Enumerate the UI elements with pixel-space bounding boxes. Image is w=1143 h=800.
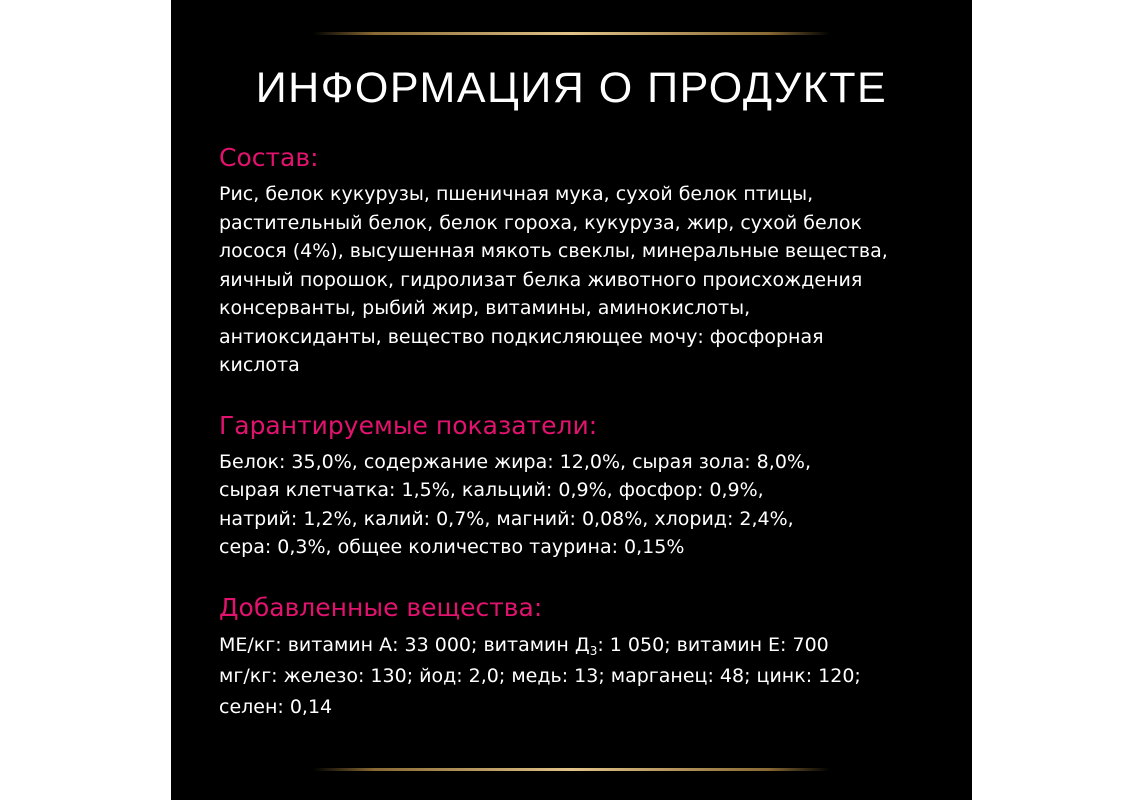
guaranteed-section: [219, 409, 959, 562]
additives-heading: Добавленные вещества:: [219, 592, 543, 622]
top-gold-divider: [313, 32, 830, 35]
info-content: [219, 141, 959, 752]
bottom-gold-divider: [313, 768, 830, 771]
additives-line: [219, 630, 959, 661]
guaranteed-line: сера: 0,3%, общее количество таурина: 0,15%: [219, 536, 685, 558]
additives-line: селен: 0,14: [219, 695, 333, 718]
product-info-panel: [171, 0, 972, 800]
guaranteed-heading: Гарантируемые показатели:: [219, 410, 598, 440]
guaranteed-line: Белок: 35,0%, содержание жира: 12,0%, сырая зола: 8,0%,: [219, 450, 811, 473]
composition-line: антиоксиданты, вещество подкисляющее мочу: фосфорная: [219, 325, 824, 348]
composition-line: консерванты, рыбий жир, витамины, аминокислоты,: [219, 297, 751, 319]
page-title: ИНФОРМАЦИЯ О ПРОДУКТЕ: [255, 64, 888, 112]
additives-section: [219, 591, 959, 723]
additives-line-part: : 1 050; витамин Е: 700: [597, 633, 829, 656]
composition-line: растительный белок, белок гороха, кукуруза, жир, сухой белок: [219, 211, 862, 234]
composition-section: [219, 141, 959, 380]
composition-line: кислота: [219, 354, 300, 376]
composition-line: Рис, белок кукурузы, пшеничная мука, сухой белок птицы,: [219, 183, 814, 205]
composition-line: яичный порошок, гидролизат белка животного происхождения: [219, 268, 863, 291]
vitamin-d-subscript: 3: [589, 643, 598, 658]
additives-line-part: МЕ/кг: витамин А: 33 000; витамин Д: [219, 633, 590, 656]
composition-heading: Состав:: [219, 143, 319, 172]
guaranteed-line: натрий: 1,2%, калий: 0,7%, магний: 0,08%, хлорид: 2,4%,: [219, 507, 794, 530]
additives-line: мг/кг: железо: 130; йод: 2,0; медь: 13; марганец: 48; цинк: 120;: [219, 664, 861, 687]
guaranteed-line: сырая клетчатка: 1,5%, кальций: 0,9%, фосфор: 0,9%,: [219, 479, 764, 501]
composition-line: лосося (4%), высушенная мякоть свеклы, минеральные вещества,: [219, 240, 888, 262]
